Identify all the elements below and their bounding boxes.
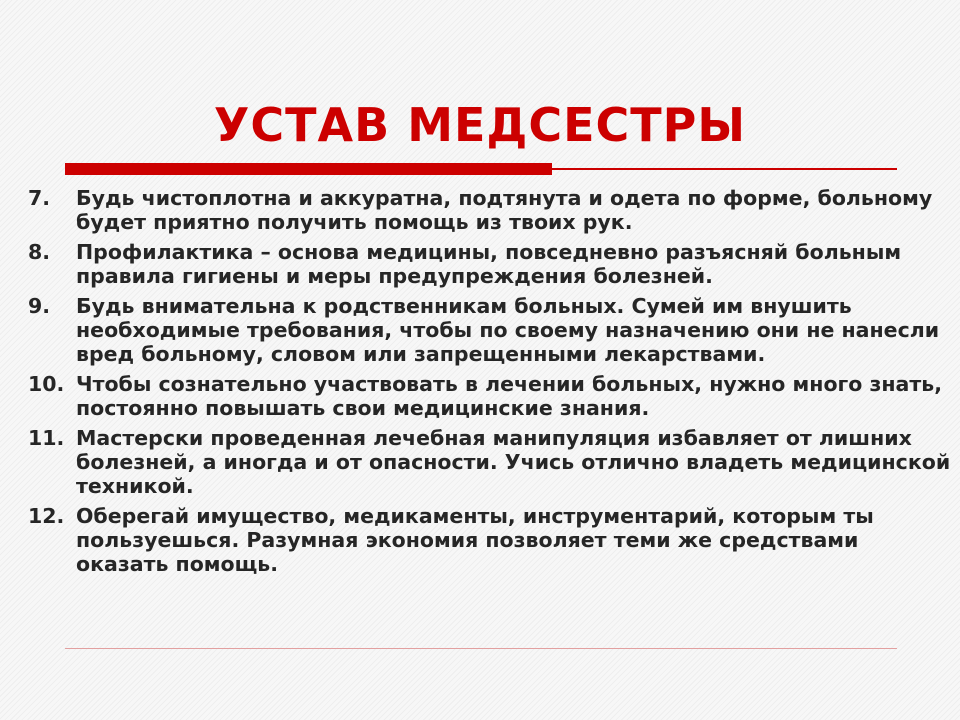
item-text: Чтобы сознательно участвовать в лечении больных, нужно много знать, постоянно повышать свои медицинские знания. [76, 372, 943, 420]
footer-divider [65, 648, 897, 649]
list-item [28, 504, 953, 576]
item-text: Будь чистоплотна и аккуратна, подтянута и одета по форме, больному будет приятно получить помощь из твоих рук. [76, 186, 933, 234]
item-number: 9. [28, 294, 51, 318]
list-item [28, 426, 953, 498]
list-item [28, 240, 953, 288]
item-number: 8. [28, 240, 51, 264]
title-underline-thick [65, 163, 552, 175]
item-text: Мастерски проведенная лечебная манипуляция избавляет от лишних болезней, а иногда и от опасности. Учись отлично владеть медицинской техникой. [76, 426, 951, 498]
item-number: 12. [28, 504, 65, 528]
list-item [28, 186, 953, 234]
title-underline-thin [552, 168, 897, 170]
item-number: 10. [28, 372, 65, 396]
item-text: Оберегай имущество, медикаменты, инструментарий, которым ты пользуешься. Разумная экономия позволяет теми же средствами оказать помощь. [76, 504, 874, 576]
item-text: Профилактика – основа медицины, повседневно разъясняй больным правила гигиены и меры предупреждения болезней. [76, 240, 902, 288]
slide-title: УСТАВ МЕДСЕСТРЫ [213, 98, 747, 152]
charter-list [28, 186, 953, 582]
list-item [28, 294, 953, 366]
item-text: Будь внимательна к родственникам больных. Сумей им внушить необходимые требования, чтобы по своему назначению они не нанесли вред больному, словом или запрещенными лекарствами. [76, 294, 940, 366]
item-number: 11. [28, 426, 65, 450]
item-number: 7. [28, 186, 51, 210]
list-item [28, 372, 953, 420]
